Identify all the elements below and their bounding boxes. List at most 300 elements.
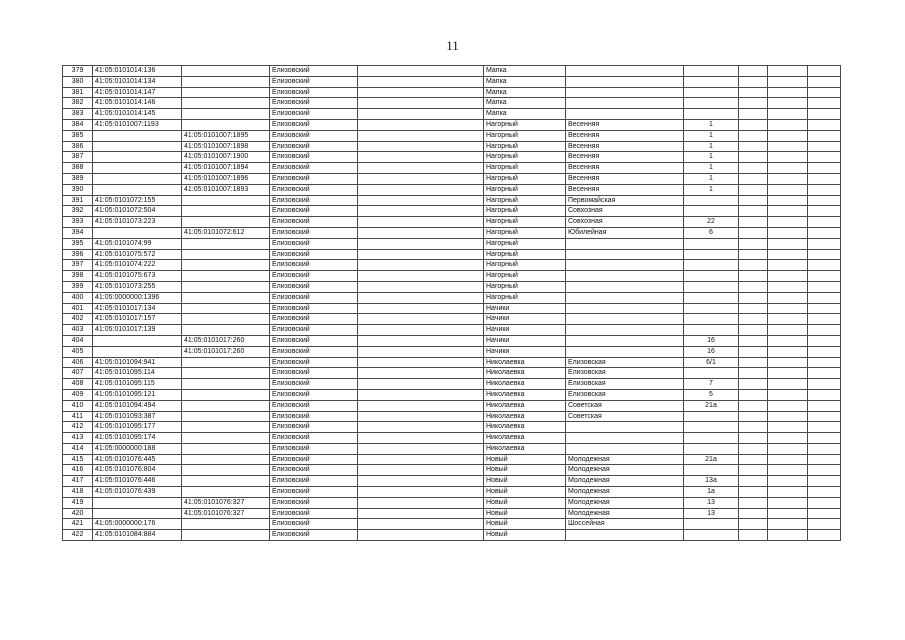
empty-cell: [808, 314, 841, 325]
row-number-cell: 406: [63, 357, 93, 368]
settlement-cell: Мапка: [484, 109, 566, 120]
settlement-cell: Нагорный: [484, 195, 566, 206]
empty-cell: [768, 487, 808, 498]
house-cell: 13: [684, 497, 739, 508]
row-number-cell: 390: [63, 184, 93, 195]
street-cell: Весенняя: [566, 184, 684, 195]
cadastral-number-cell: 41:05:0101014:145: [93, 109, 182, 120]
empty-cell: [739, 98, 768, 109]
empty-cell: [358, 227, 484, 238]
empty-cell: [768, 325, 808, 336]
district-cell: Елизовский: [270, 530, 358, 541]
empty-cell: [808, 87, 841, 98]
empty-cell: [808, 379, 841, 390]
sub-cadastral-number-cell: 41:05:0101007:1898: [182, 141, 270, 152]
settlement-cell: Начики: [484, 303, 566, 314]
sub-cadastral-number-cell: [182, 443, 270, 454]
empty-cell: [739, 314, 768, 325]
empty-cell: [808, 357, 841, 368]
cadastral-number-cell: 41:05:0101014:136: [93, 66, 182, 77]
settlement-cell: Начики: [484, 314, 566, 325]
row-number-cell: 413: [63, 433, 93, 444]
empty-cell: [358, 195, 484, 206]
empty-cell: [768, 400, 808, 411]
table-row: [63, 379, 841, 390]
empty-cell: [358, 443, 484, 454]
district-cell: Елизовский: [270, 508, 358, 519]
cadastral-number-cell: 41:05:0000000:1396: [93, 292, 182, 303]
district-cell: Елизовский: [270, 368, 358, 379]
row-number-cell: 407: [63, 368, 93, 379]
district-cell: Елизовский: [270, 379, 358, 390]
empty-cell: [768, 443, 808, 454]
empty-cell: [808, 109, 841, 120]
house-cell: [684, 249, 739, 260]
row-number-cell: 411: [63, 411, 93, 422]
row-number-cell: 396: [63, 249, 93, 260]
house-cell: 1: [684, 130, 739, 141]
district-cell: Елизовский: [270, 109, 358, 120]
sub-cadastral-number-cell: [182, 379, 270, 390]
street-cell: [566, 325, 684, 336]
row-number-cell: 397: [63, 260, 93, 271]
sub-cadastral-number-cell: [182, 109, 270, 120]
empty-cell: [358, 476, 484, 487]
table-row: [63, 130, 841, 141]
table-row: [63, 292, 841, 303]
empty-cell: [808, 173, 841, 184]
empty-cell: [768, 195, 808, 206]
empty-cell: [808, 141, 841, 152]
sub-cadastral-number-cell: 41:05:0101072:612: [182, 227, 270, 238]
empty-cell: [808, 76, 841, 87]
empty-cell: [808, 238, 841, 249]
house-cell: [684, 292, 739, 303]
street-cell: Шоссейная: [566, 519, 684, 530]
sub-cadastral-number-cell: 41:05:0101007:1900: [182, 152, 270, 163]
cadastral-number-cell: 41:05:0101007:1193: [93, 119, 182, 130]
empty-cell: [739, 368, 768, 379]
house-cell: 22: [684, 217, 739, 228]
house-cell: 1: [684, 173, 739, 184]
empty-cell: [358, 206, 484, 217]
empty-cell: [768, 152, 808, 163]
sub-cadastral-number-cell: [182, 530, 270, 541]
district-cell: Елизовский: [270, 314, 358, 325]
house-cell: [684, 87, 739, 98]
table-row: [63, 217, 841, 228]
row-number-cell: 385: [63, 130, 93, 141]
table-row: [63, 454, 841, 465]
empty-cell: [768, 357, 808, 368]
district-cell: Елизовский: [270, 303, 358, 314]
empty-cell: [808, 227, 841, 238]
empty-cell: [739, 411, 768, 422]
table-row: [63, 206, 841, 217]
sub-cadastral-number-cell: [182, 238, 270, 249]
empty-cell: [358, 130, 484, 141]
empty-cell: [739, 152, 768, 163]
district-cell: Елизовский: [270, 400, 358, 411]
empty-cell: [768, 141, 808, 152]
empty-cell: [358, 379, 484, 390]
empty-cell: [739, 454, 768, 465]
table-row: [63, 173, 841, 184]
table-row: [63, 238, 841, 249]
empty-cell: [739, 130, 768, 141]
row-number-cell: 388: [63, 163, 93, 174]
empty-cell: [808, 454, 841, 465]
cadastral-number-cell: 41:05:0101076:445: [93, 454, 182, 465]
settlement-cell: Новый: [484, 465, 566, 476]
empty-cell: [808, 497, 841, 508]
street-cell: Весенняя: [566, 130, 684, 141]
house-cell: [684, 206, 739, 217]
house-cell: 13а: [684, 476, 739, 487]
empty-cell: [358, 325, 484, 336]
row-number-cell: 395: [63, 238, 93, 249]
row-number-cell: 418: [63, 487, 93, 498]
empty-cell: [739, 530, 768, 541]
sub-cadastral-number-cell: [182, 98, 270, 109]
table-row: [63, 346, 841, 357]
table-row: [63, 281, 841, 292]
house-cell: [684, 368, 739, 379]
settlement-cell: Мапка: [484, 76, 566, 87]
row-number-cell: 386: [63, 141, 93, 152]
table-row: [63, 487, 841, 498]
empty-cell: [739, 119, 768, 130]
settlement-cell: Новый: [484, 454, 566, 465]
empty-cell: [808, 98, 841, 109]
district-cell: Елизовский: [270, 422, 358, 433]
table-row: [63, 260, 841, 271]
empty-cell: [358, 87, 484, 98]
district-cell: Елизовский: [270, 163, 358, 174]
row-number-cell: 404: [63, 335, 93, 346]
sub-cadastral-number-cell: [182, 87, 270, 98]
row-number-cell: 387: [63, 152, 93, 163]
empty-cell: [358, 422, 484, 433]
settlement-cell: Начики: [484, 325, 566, 336]
empty-cell: [739, 292, 768, 303]
empty-cell: [768, 508, 808, 519]
empty-cell: [768, 173, 808, 184]
empty-cell: [358, 530, 484, 541]
empty-cell: [358, 238, 484, 249]
empty-cell: [358, 98, 484, 109]
table-row: [63, 184, 841, 195]
empty-cell: [358, 519, 484, 530]
sub-cadastral-number-cell: [182, 119, 270, 130]
settlement-cell: Николаевка: [484, 368, 566, 379]
settlement-cell: Николаевка: [484, 357, 566, 368]
district-cell: Елизовский: [270, 325, 358, 336]
district-cell: Елизовский: [270, 443, 358, 454]
sub-cadastral-number-cell: [182, 465, 270, 476]
empty-cell: [808, 335, 841, 346]
house-cell: [684, 325, 739, 336]
empty-cell: [739, 422, 768, 433]
table-row: [63, 400, 841, 411]
district-cell: Елизовский: [270, 173, 358, 184]
settlement-cell: Нагорный: [484, 184, 566, 195]
cadastral-number-cell: [93, 163, 182, 174]
house-cell: 1: [684, 141, 739, 152]
empty-cell: [358, 163, 484, 174]
cadastral-number-cell: 41:05:0101014:147: [93, 87, 182, 98]
empty-cell: [768, 422, 808, 433]
street-cell: [566, 530, 684, 541]
empty-cell: [808, 465, 841, 476]
empty-cell: [739, 227, 768, 238]
settlement-cell: Нагорный: [484, 271, 566, 282]
row-number-cell: 398: [63, 271, 93, 282]
house-cell: 1: [684, 152, 739, 163]
cadastral-number-cell: 41:05:0101014:146: [93, 98, 182, 109]
street-cell: Юбилейная: [566, 227, 684, 238]
sub-cadastral-number-cell: [182, 476, 270, 487]
district-cell: Елизовский: [270, 141, 358, 152]
row-number-cell: 394: [63, 227, 93, 238]
empty-cell: [358, 400, 484, 411]
table-row: [63, 152, 841, 163]
house-cell: [684, 98, 739, 109]
street-cell: Весенняя: [566, 152, 684, 163]
street-cell: Первомайская: [566, 195, 684, 206]
row-number-cell: 405: [63, 346, 93, 357]
row-number-cell: 420: [63, 508, 93, 519]
table-row: [63, 195, 841, 206]
row-number-cell: 400: [63, 292, 93, 303]
settlement-cell: Нагорный: [484, 173, 566, 184]
empty-cell: [358, 357, 484, 368]
cadastral-number-cell: 41:05:0101073:223: [93, 217, 182, 228]
house-cell: 1: [684, 163, 739, 174]
house-cell: [684, 303, 739, 314]
row-number-cell: 399: [63, 281, 93, 292]
settlement-cell: Нагорный: [484, 206, 566, 217]
settlement-cell: Начики: [484, 346, 566, 357]
cadastral-number-cell: [93, 335, 182, 346]
empty-cell: [808, 271, 841, 282]
empty-cell: [739, 217, 768, 228]
empty-cell: [768, 465, 808, 476]
table-row: [63, 119, 841, 130]
sub-cadastral-number-cell: 41:05:0101076:327: [182, 497, 270, 508]
district-cell: Елизовский: [270, 497, 358, 508]
house-cell: [684, 519, 739, 530]
settlement-cell: Николаевка: [484, 443, 566, 454]
settlement-cell: Николаевка: [484, 389, 566, 400]
cadastral-number-cell: 41:05:0101094:494: [93, 400, 182, 411]
sub-cadastral-number-cell: [182, 281, 270, 292]
cadastral-number-cell: 41:05:0101073:255: [93, 281, 182, 292]
district-cell: Елизовский: [270, 206, 358, 217]
empty-cell: [739, 206, 768, 217]
empty-cell: [358, 335, 484, 346]
empty-cell: [768, 76, 808, 87]
empty-cell: [739, 443, 768, 454]
row-number-cell: 379: [63, 66, 93, 77]
empty-cell: [739, 325, 768, 336]
cadastral-number-cell: 41:05:0101076:446: [93, 476, 182, 487]
cadastral-number-cell: 41:05:0101017:157: [93, 314, 182, 325]
empty-cell: [808, 433, 841, 444]
empty-cell: [739, 465, 768, 476]
house-cell: [684, 433, 739, 444]
cadastral-number-cell: 41:05:0000000:188: [93, 443, 182, 454]
settlement-cell: Нагорный: [484, 238, 566, 249]
empty-cell: [739, 184, 768, 195]
empty-cell: [768, 130, 808, 141]
street-cell: Молодежная: [566, 497, 684, 508]
empty-cell: [808, 530, 841, 541]
house-cell: [684, 530, 739, 541]
empty-cell: [808, 487, 841, 498]
table-row: [63, 368, 841, 379]
cadastral-number-cell: [93, 152, 182, 163]
cadastral-number-cell: 41:05:0101095:121: [93, 389, 182, 400]
sub-cadastral-number-cell: [182, 195, 270, 206]
empty-cell: [358, 433, 484, 444]
empty-cell: [358, 271, 484, 282]
empty-cell: [768, 519, 808, 530]
row-number-cell: 382: [63, 98, 93, 109]
table-row: [63, 530, 841, 541]
street-cell: Весенняя: [566, 141, 684, 152]
empty-cell: [739, 76, 768, 87]
empty-cell: [768, 238, 808, 249]
street-cell: [566, 292, 684, 303]
empty-cell: [358, 260, 484, 271]
empty-cell: [739, 271, 768, 282]
cadastral-number-cell: [93, 497, 182, 508]
empty-cell: [808, 206, 841, 217]
house-cell: 6/1: [684, 357, 739, 368]
sub-cadastral-number-cell: [182, 217, 270, 228]
settlement-cell: Николаевка: [484, 422, 566, 433]
street-cell: [566, 303, 684, 314]
empty-cell: [358, 346, 484, 357]
cadastral-number-cell: [93, 141, 182, 152]
settlement-cell: Николаевка: [484, 400, 566, 411]
house-cell: [684, 260, 739, 271]
empty-cell: [358, 292, 484, 303]
empty-cell: [768, 87, 808, 98]
table-row: [63, 227, 841, 238]
house-cell: 16: [684, 346, 739, 357]
table-row: [63, 411, 841, 422]
sub-cadastral-number-cell: [182, 206, 270, 217]
district-cell: Елизовский: [270, 346, 358, 357]
empty-cell: [768, 281, 808, 292]
row-number-cell: 422: [63, 530, 93, 541]
table-row: [63, 163, 841, 174]
empty-cell: [808, 325, 841, 336]
house-cell: [684, 271, 739, 282]
district-cell: Елизовский: [270, 260, 358, 271]
empty-cell: [739, 303, 768, 314]
empty-cell: [739, 163, 768, 174]
row-number-cell: 401: [63, 303, 93, 314]
sub-cadastral-number-cell: [182, 357, 270, 368]
street-cell: Совхозная: [566, 217, 684, 228]
settlement-cell: Новый: [484, 519, 566, 530]
empty-cell: [768, 109, 808, 120]
settlement-cell: Мапка: [484, 87, 566, 98]
empty-cell: [768, 379, 808, 390]
empty-cell: [808, 476, 841, 487]
cadastral-number-cell: 41:05:0101074:99: [93, 238, 182, 249]
settlement-cell: Мапка: [484, 98, 566, 109]
district-cell: Елизовский: [270, 130, 358, 141]
street-cell: Молодежная: [566, 487, 684, 498]
table-row: [63, 476, 841, 487]
street-cell: [566, 87, 684, 98]
empty-cell: [358, 411, 484, 422]
settlement-cell: Мапка: [484, 66, 566, 77]
district-cell: Елизовский: [270, 454, 358, 465]
table-row: [63, 141, 841, 152]
street-cell: Весенняя: [566, 163, 684, 174]
empty-cell: [768, 433, 808, 444]
cadastral-number-cell: 41:05:0101094:941: [93, 357, 182, 368]
row-number-cell: 392: [63, 206, 93, 217]
house-cell: 7: [684, 379, 739, 390]
house-cell: 6: [684, 227, 739, 238]
sub-cadastral-number-cell: [182, 325, 270, 336]
empty-cell: [808, 389, 841, 400]
empty-cell: [808, 195, 841, 206]
cadastral-number-cell: 41:05:0101074:222: [93, 260, 182, 271]
house-cell: [684, 422, 739, 433]
empty-cell: [808, 152, 841, 163]
empty-cell: [768, 389, 808, 400]
empty-cell: [739, 238, 768, 249]
empty-cell: [739, 400, 768, 411]
district-cell: Елизовский: [270, 87, 358, 98]
table-row: [63, 443, 841, 454]
empty-cell: [768, 119, 808, 130]
empty-cell: [808, 508, 841, 519]
street-cell: Елизовская: [566, 357, 684, 368]
street-cell: Весенняя: [566, 119, 684, 130]
table-row: [63, 303, 841, 314]
empty-cell: [808, 184, 841, 195]
cadastral-number-cell: [93, 508, 182, 519]
row-number-cell: 410: [63, 400, 93, 411]
sub-cadastral-number-cell: 41:05:0101007:1894: [182, 163, 270, 174]
empty-cell: [739, 389, 768, 400]
row-number-cell: 419: [63, 497, 93, 508]
empty-cell: [768, 314, 808, 325]
empty-cell: [358, 281, 484, 292]
empty-cell: [768, 249, 808, 260]
table-row: [63, 98, 841, 109]
sub-cadastral-number-cell: 41:05:0101017:260: [182, 335, 270, 346]
empty-cell: [768, 271, 808, 282]
empty-cell: [739, 379, 768, 390]
district-cell: Елизовский: [270, 271, 358, 282]
row-number-cell: 408: [63, 379, 93, 390]
street-cell: Елизовская: [566, 368, 684, 379]
table-row: [63, 314, 841, 325]
empty-cell: [808, 519, 841, 530]
table-row: [63, 519, 841, 530]
empty-cell: [768, 292, 808, 303]
row-number-cell: 421: [63, 519, 93, 530]
